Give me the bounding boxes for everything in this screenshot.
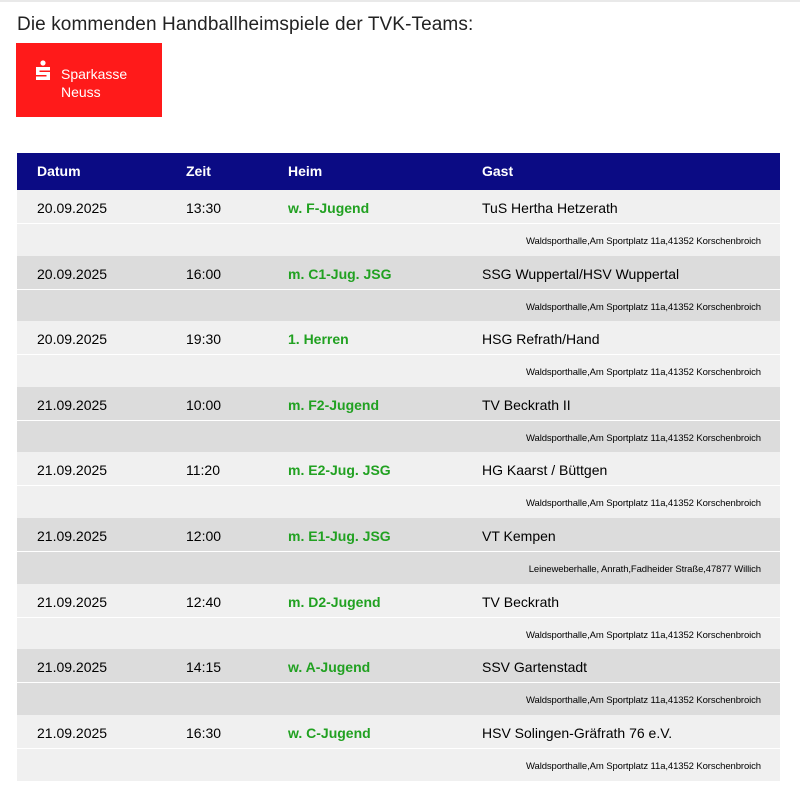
game-venue-line: [17, 289, 780, 323]
table-row: [17, 387, 780, 453]
game-venue-line: [17, 748, 780, 782]
venue-address: Waldsporthalle,Am Sportplatz 11a,41352 Korschenbroich: [526, 629, 761, 641]
game-main-line: [17, 715, 780, 748]
game-date: 20.09.2025: [37, 200, 108, 216]
table-row: [17, 452, 780, 518]
table-row: [17, 584, 780, 650]
guest-team: SSG Wuppertal/HSV Wuppertal: [482, 265, 680, 282]
header-heim: Heim: [288, 163, 323, 179]
game-time: 16:30: [186, 724, 222, 741]
sponsor-name: [61, 65, 127, 101]
header-zeit: Zeit: [186, 163, 211, 179]
game-time: 12:00: [186, 527, 222, 544]
sponsor-line1: Sparkasse: [61, 66, 128, 82]
home-team: m. E2-Jug. JSG: [288, 462, 391, 479]
game-time: 16:00: [186, 265, 222, 282]
top-divider: [0, 0, 800, 2]
table-row: [17, 190, 780, 256]
home-team: w. A-Jugend: [288, 659, 371, 676]
guest-team: TV Beckrath: [482, 593, 560, 610]
game-venue-line: [17, 485, 780, 519]
guest-team: TV Beckrath II: [482, 396, 571, 413]
guest-team: HG Kaarst / Büttgen: [482, 462, 608, 479]
guest-team: SSV Gartenstadt: [482, 659, 588, 676]
header-datum: Datum: [37, 163, 81, 179]
table-row: [17, 321, 780, 387]
page-heading: Die kommenden Handballheimspiele der TVK-Teams:: [17, 14, 474, 35]
game-venue-line: [17, 223, 780, 257]
game-date: 20.09.2025: [37, 265, 108, 282]
home-team: w. C-Jugend: [288, 724, 371, 741]
game-date: 20.09.2025: [37, 331, 108, 348]
home-team: m. C1-Jug. JSG: [288, 265, 392, 282]
venue-address: Waldsporthalle,Am Sportplatz 11a,41352 Korschenbroich: [526, 367, 761, 379]
games-table: [17, 153, 780, 780]
game-date: 21.09.2025: [37, 527, 108, 544]
table-row: [17, 518, 780, 584]
game-time: 11:20: [186, 462, 220, 479]
game-venue-line: [17, 617, 780, 651]
home-team: 1. Herren: [288, 331, 349, 348]
home-team: m. F2-Jugend: [288, 396, 380, 413]
home-team: w. F-Jugend: [288, 200, 370, 216]
table-body: [17, 190, 780, 780]
game-main-line: [17, 584, 780, 617]
table-header: [17, 153, 780, 190]
game-main-line: [17, 321, 780, 354]
game-venue-line: [17, 420, 780, 454]
game-date: 21.09.2025: [37, 396, 108, 413]
venue-address: Leineweberhalle, Anrath,Fadheider Straße,47877 Willich: [528, 563, 761, 575]
sponsor-line2: Neuss: [61, 84, 101, 100]
venue-address: Waldsporthalle,Am Sportplatz 11a,41352 Korschenbroich: [526, 760, 761, 772]
game-main-line: [17, 190, 780, 223]
game-time: 12:40: [186, 593, 222, 610]
guest-team: HSG Refrath/Hand: [482, 331, 600, 348]
header-gast: Gast: [482, 163, 514, 179]
home-team: m. D2-Jugend: [288, 593, 381, 610]
game-main-line: [17, 452, 780, 485]
guest-team: HSV Solingen-Gräfrath 76 e.V.: [482, 724, 673, 741]
sparkasse-s-icon: [34, 60, 52, 82]
venue-address: Waldsporthalle,Am Sportplatz 11a,41352 Korschenbroich: [526, 301, 761, 313]
venue-address: Waldsporthalle,Am Sportplatz 11a,41352 Korschenbroich: [526, 432, 761, 444]
home-team: m. E1-Jug. JSG: [288, 527, 391, 544]
game-time: 13:30: [186, 200, 222, 216]
venue-address: Waldsporthalle,Am Sportplatz 11a,41352 Korschenbroich: [526, 236, 761, 247]
game-venue-line: [17, 551, 780, 585]
game-date: 21.09.2025: [37, 593, 108, 610]
game-main-line: [17, 256, 780, 289]
game-date: 21.09.2025: [37, 462, 108, 479]
game-venue-line: [17, 354, 780, 388]
table-row: [17, 715, 780, 781]
table-row: [17, 256, 780, 322]
venue-address: Waldsporthalle,Am Sportplatz 11a,41352 Korschenbroich: [526, 498, 761, 510]
game-date: 21.09.2025: [37, 724, 108, 741]
game-main-line: [17, 518, 780, 551]
table-row: [17, 649, 780, 715]
game-date: 21.09.2025: [37, 659, 108, 676]
game-main-line: [17, 387, 780, 420]
game-time: 10:00: [186, 396, 222, 413]
venue-address: Waldsporthalle,Am Sportplatz 11a,41352 Korschenbroich: [526, 695, 761, 707]
game-time: 14:15: [186, 659, 222, 676]
game-time: 19:30: [186, 331, 222, 348]
guest-team: VT Kempen: [482, 527, 556, 544]
guest-team: TuS Hertha Hetzerath: [482, 200, 618, 216]
game-venue-line: [17, 682, 780, 716]
game-main-line: [17, 649, 780, 682]
sponsor-logo[interactable]: [16, 43, 162, 117]
